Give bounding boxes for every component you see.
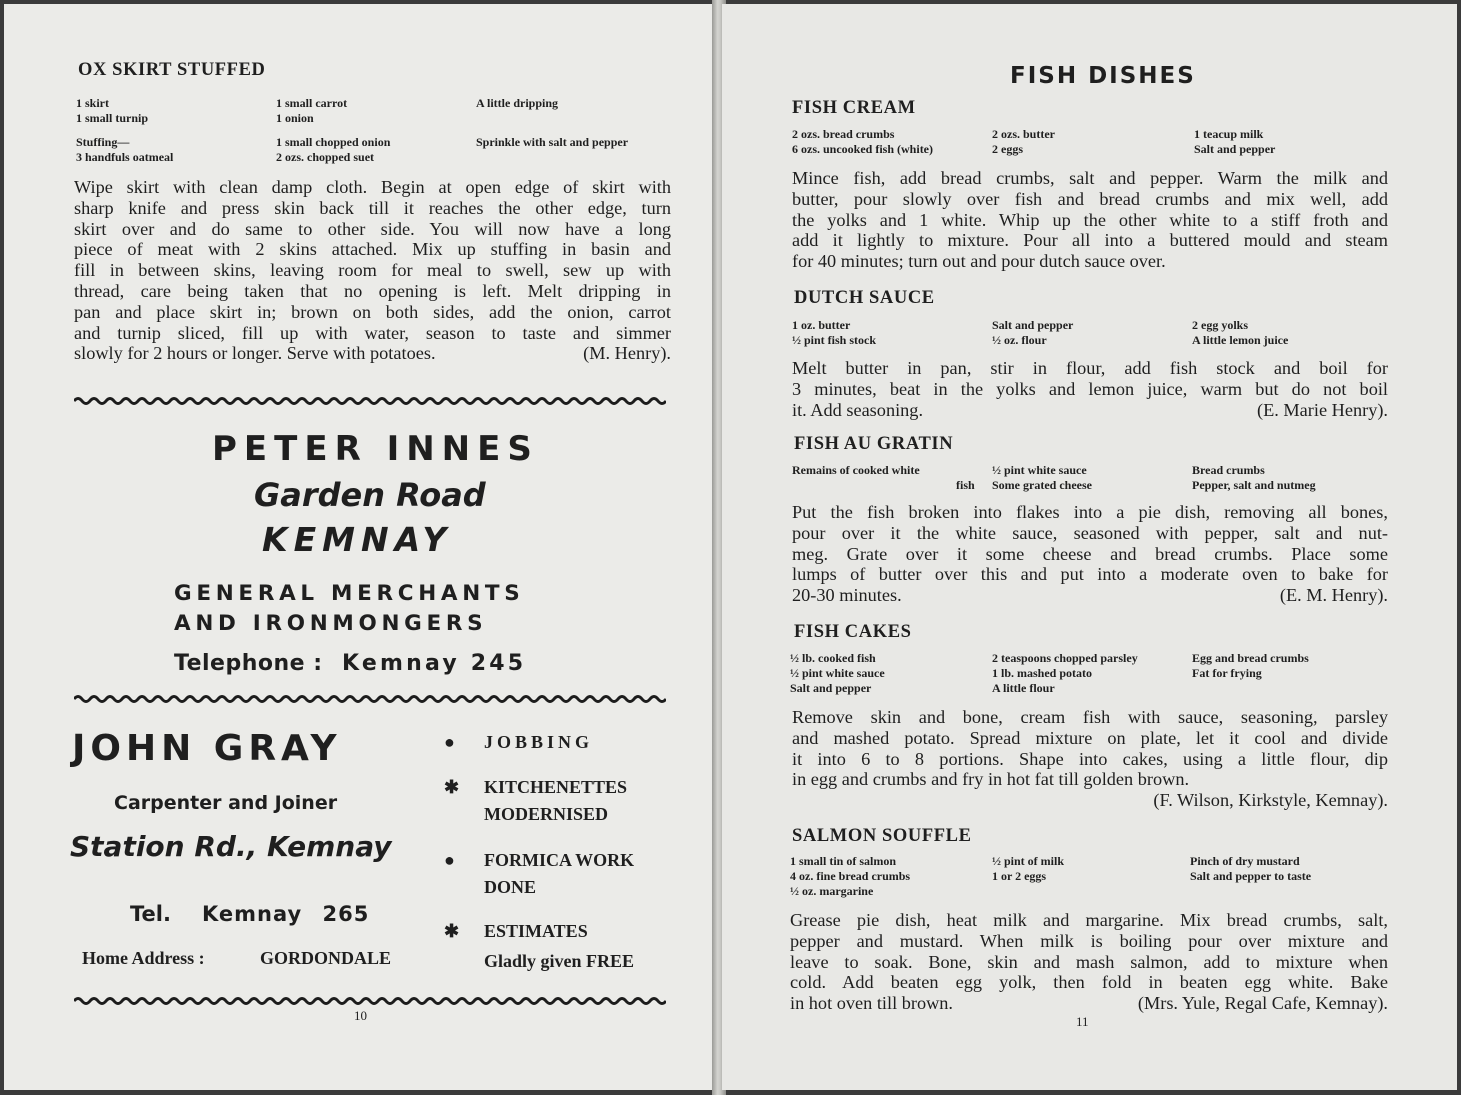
wavy-divider (74, 396, 666, 406)
ingredient-list (992, 463, 1092, 493)
method-line: the yolks and 1 white. Whip up the other white to a stiff froth and (792, 209, 1388, 230)
service-label: DONE (484, 877, 537, 897)
bullet-icon: ● (444, 732, 455, 752)
ingredient: 1 or 2 eggs (992, 869, 1047, 883)
service-label: JOBBING (484, 732, 594, 752)
phone-label: Telephone : (174, 651, 323, 676)
stuffing-list (276, 135, 390, 165)
ingredient: ½ pint of milk (992, 854, 1065, 868)
ingredient: 4 oz. fine bread crumbs (790, 869, 911, 883)
ingredient: Egg and bread crumbs (1192, 651, 1309, 665)
ingredient-list (1190, 854, 1311, 884)
ingredient: A little flour (992, 681, 1055, 695)
ingredient: Stuffing— (76, 135, 130, 149)
recipe-title: FISH AU GRATIN (794, 434, 954, 454)
stuffing-list (476, 135, 628, 150)
ingredient: Salt and pepper (790, 681, 872, 695)
ingredient: Pinch of dry mustard (1190, 854, 1300, 868)
ingredient: 1 lb. mashed potato (992, 666, 1093, 680)
ingredient: Salt and pepper (1194, 142, 1276, 156)
method-line: Grease pie dish, heat milk and margarine. Mix bread crumbs, salt, (790, 910, 1388, 930)
ingredient: Sprinkle with salt and pepper (476, 135, 629, 149)
method-line: piece of meat with 2 skins attached. Mix up stuffing in basin and (74, 239, 671, 260)
asterisk-icon: ✱ (444, 921, 460, 941)
recipe-title: FISH CAKES (794, 622, 912, 642)
ingredient: Salt and pepper (992, 318, 1074, 332)
ingredient-list (992, 127, 1055, 157)
recipe-title: SALMON SOUFFLE (792, 826, 972, 846)
right-page (722, 4, 1457, 1090)
section-heading: FISH DISHES (1010, 63, 1196, 89)
tel-label: Tel. (130, 902, 171, 926)
ingredient: A little dripping (476, 96, 559, 110)
ingredient-list (76, 96, 148, 126)
method-line: 20-30 minutes. (792, 585, 902, 606)
stuffing-list (76, 135, 173, 165)
home-address-value: GORDONDALE (260, 948, 392, 968)
home-address-label: Home Address : (82, 948, 205, 968)
ingredient: 2 ozs. butter (992, 127, 1055, 141)
method-line: thread, care being taken that no opening is left. Melt dripping in (74, 280, 671, 301)
ingredient: ½ pint fish stock (792, 333, 877, 347)
ingredient-list (276, 96, 347, 126)
ingredient-list (1192, 651, 1309, 681)
method-line: fill in between skins, leaving room for meal to swell, sew up with (74, 260, 671, 281)
method-line: skirt over and do same to other side. You will now have a long (74, 218, 671, 239)
method-line: pour over it the white sauce, seasoned with pepper, salt and nut- (792, 522, 1388, 543)
ingredient: 2 teaspoons chopped parsley (992, 651, 1138, 665)
ingredient: ½ pint white sauce (992, 463, 1087, 477)
ingredient: ½ oz. margarine (790, 884, 874, 898)
ingredient: ½ pint white sauce (790, 666, 885, 680)
method-line: in hot oven till brown. (790, 993, 953, 1014)
ingredient: Salt and pepper to taste (1190, 869, 1312, 883)
ingredient: 1 onion (276, 111, 314, 125)
recipe-title: OX SKIRT STUFFED (78, 60, 266, 80)
ingredient: 1 small carrot (276, 96, 348, 110)
method-line: lumps of butter over this and put into a moderate oven to bake for (792, 564, 1388, 585)
ingredient: 2 egg yolks (1192, 318, 1249, 332)
bullet-icon: ● (444, 850, 455, 870)
ingredient: Bread crumbs (1192, 463, 1265, 477)
page-number: 11 (1076, 1014, 1089, 1029)
ingredient: 1 skirt (76, 96, 109, 110)
recipe-method (74, 177, 671, 364)
wavy-divider (74, 694, 666, 704)
method-line: it into 6 to 8 portions. Shape into cakes, using a little flour, dip (792, 748, 1388, 769)
ingredient: 2 ozs. chopped suet (276, 150, 375, 164)
ingredient: Remains of cooked white (792, 463, 920, 477)
ingredient-list (792, 127, 933, 157)
ingredient-list (1192, 318, 1288, 348)
phone-value: Kemnay 245 (342, 651, 527, 676)
method-line: pepper and mustard. When milk is boiling pour over mixture and (790, 930, 1388, 951)
method-line: 3 minutes, beat in the yolks and lemon juice, warm but do not boil (792, 378, 1388, 399)
ingredient: Pepper, salt and nutmeg (1192, 478, 1316, 492)
ingredient: fish (956, 478, 975, 492)
method-line: Mince fish, add bread crumbs, salt and pepper. Warm the milk and (792, 168, 1388, 188)
recipe-method (792, 502, 1388, 606)
service-label: KITCHENETTES (484, 777, 628, 797)
ingredient: Fat for frying (1192, 666, 1262, 680)
ingredient: 1 oz. butter (792, 318, 851, 332)
advertiser-trade-line: AND IRONMONGERS (174, 611, 488, 636)
ingredient: 3 handfuls oatmeal (76, 150, 174, 164)
ingredient: 1 small turnip (76, 111, 149, 125)
advertiser-name: PETER INNES (212, 429, 539, 469)
method-line: for 40 minutes; turn out and pour dutch sauce over. (792, 251, 1166, 272)
ingredient-list (992, 318, 1073, 348)
method-line: butter, pour slowly over fish and bread crumbs and mix well, add (792, 188, 1388, 209)
ingredient-list (1192, 463, 1316, 493)
recipe-method (792, 358, 1388, 420)
method-line: sharp knife and press skin back till it reaches the other edge, turn (74, 197, 671, 218)
advertiser-address: Station Rd., Kemnay (70, 830, 392, 863)
advertiser-trade: Carpenter and Joiner (114, 792, 338, 814)
ingredient-list (792, 318, 876, 348)
ingredient-list (476, 96, 558, 111)
ingredient: 2 eggs (992, 142, 1023, 156)
ingredient: 1 teacup milk (1194, 127, 1264, 141)
ingredient-list (992, 651, 1138, 696)
advertiser-street: Garden Road (254, 476, 486, 514)
recipe-credit: (F. Wilson, Kirkstyle, Kemnay). (1153, 790, 1388, 811)
ingredient: A little lemon juice (1192, 333, 1289, 347)
method-line: pan and place skirt in; brown on both sides, add the onion, carrot (74, 301, 671, 322)
ingredient: ½ oz. flour (992, 333, 1047, 347)
ingredient-list (792, 463, 975, 493)
service-label: FORMICA WORK (484, 850, 635, 870)
recipe-title: FISH CREAM (792, 98, 916, 118)
wavy-divider (74, 996, 666, 1006)
advertiser-name: JOHN GRAY (72, 728, 342, 769)
method-line: slowly for 2 hours or longer. Serve with potatoes. (74, 343, 436, 364)
recipe-credit: (M. Henry). (583, 343, 671, 364)
method-line: meg. Grate over it some cheese and bread crumbs. Place some (792, 543, 1388, 564)
service-label: MODERNISED (484, 804, 609, 824)
method-line: Wipe skirt with clean damp cloth. Begin at open edge of skirt with (74, 177, 671, 197)
advertiser-town: KEMNAY (262, 520, 453, 559)
ingredient-list (1194, 127, 1275, 157)
left-page (4, 4, 715, 1090)
recipe-method (792, 168, 1388, 272)
ingredient: 1 small chopped onion (276, 135, 391, 149)
recipe-credit: (E. Marie Henry). (1257, 399, 1388, 420)
ingredient: 6 ozs. uncooked fish (white) (792, 142, 934, 156)
service-label: ESTIMATES (484, 921, 588, 941)
ingredient: Some grated cheese (992, 478, 1092, 492)
ingredient-list (790, 651, 885, 696)
recipe-title: DUTCH SAUCE (794, 288, 935, 308)
method-line: Put the fish broken into flakes into a pie dish, removing all bones, (792, 502, 1388, 522)
method-line: and mashed potato. Spread mixture on plate, let it cool and divide (792, 727, 1388, 748)
ingredient: ½ lb. cooked fish (790, 651, 876, 665)
method-line: in egg and crumbs and fry in hot fat till golden brown. (792, 769, 1190, 790)
tel-value: Kemnay 265 (202, 902, 370, 926)
ingredient-list (992, 854, 1064, 884)
ingredient: 1 small tin of salmon (790, 854, 897, 868)
method-line: Remove skin and bone, cream fish with sauce, seasoning, parsley (792, 707, 1388, 727)
ingredient-list (790, 854, 910, 899)
method-line: it. Add seasoning. (792, 399, 924, 420)
method-line: Melt butter in pan, stir in flour, add fish stock and boil for (792, 358, 1388, 378)
asterisk-icon: ✱ (444, 777, 460, 797)
method-line: add it lightly to mixture. Pour all into a buttered mould and steam (792, 230, 1388, 251)
method-line: cold. Add beaten egg yolk, then fold in beaten egg white. Bake (790, 972, 1388, 993)
ingredient: 2 ozs. bread crumbs (792, 127, 895, 141)
recipe-method (790, 910, 1388, 1014)
method-line: leave to soak. Bone, skin and mash salmon, add to mixture when (790, 951, 1388, 972)
advertiser-trade-line: GENERAL MERCHANTS (174, 581, 525, 606)
recipe-credit: (E. M. Henry). (1279, 585, 1388, 606)
method-line: and turnip sliced, fill up with water, season to taste and simmer (74, 322, 671, 343)
recipe-credit: (Mrs. Yule, Regal Cafe, Kemnay). (1137, 993, 1388, 1014)
recipe-method (792, 707, 1388, 811)
page-number: 10 (354, 1008, 367, 1023)
service-label: Gladly given FREE (484, 951, 635, 971)
